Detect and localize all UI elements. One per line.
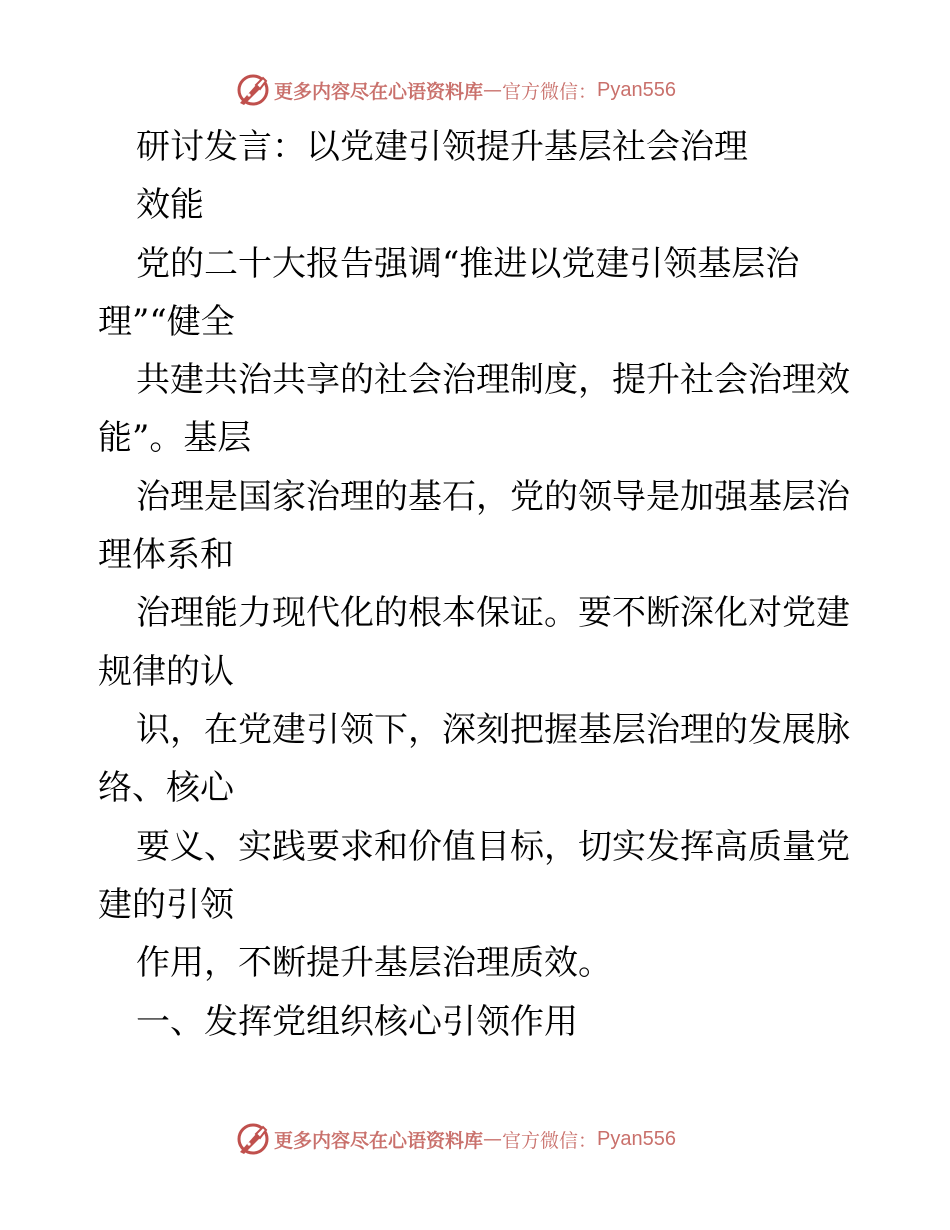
document-line: 治理是国家治理的基石，党的领导是加强基层治 (136, 477, 850, 517)
document-line: 共建共治共享的社会治理制度，提升社会治理效 (136, 360, 850, 400)
document-line: 治理能力现代化的根本保证。要不断深化对党建 (136, 593, 850, 633)
document-line: 党的二十大报告强调“推进以党建引领基层治 (136, 244, 800, 284)
document-line: 规律的认 (98, 652, 234, 692)
document-line: 识，在党建引领下，深刻把握基层治理的发展脉 (136, 710, 850, 750)
banner-text: 更多内容尽在心语资料库 (274, 1129, 484, 1152)
banner-wechat-label: 官方微信： (502, 1129, 598, 1152)
pen-nib-logo-icon (236, 1122, 270, 1156)
banner-wechat-label: 官方微信： (502, 80, 598, 103)
banner-wechat-id: Pyan556 (597, 78, 676, 101)
document-line: 研讨发言：以党建引领提升基层社会治理 (136, 127, 748, 167)
banner-separator: — (483, 79, 503, 101)
footer-banner (236, 1121, 716, 1157)
pen-nib-logo-icon (236, 73, 270, 107)
document-line: 作用，不断提升基层治理质效。 (136, 943, 612, 983)
section-heading: 一、发挥党组织核心引领作用 (136, 1002, 578, 1042)
banner-text: 更多内容尽在心语资料库 (274, 80, 484, 103)
header-banner (236, 72, 716, 108)
document-line: 要义、实践要求和价值目标，切实发挥高质量党 (136, 827, 850, 867)
document-line: 理体系和 (98, 535, 234, 575)
document-line: 理”“健全 (98, 302, 235, 342)
document-line: 建的引领 (98, 885, 234, 925)
document-line: 络、核心 (98, 768, 234, 808)
banner-wechat-id: Pyan556 (597, 1127, 676, 1150)
document-line: 能”。基层 (98, 418, 252, 458)
document-line: 效能 (136, 185, 204, 225)
banner-separator: — (483, 1128, 503, 1150)
